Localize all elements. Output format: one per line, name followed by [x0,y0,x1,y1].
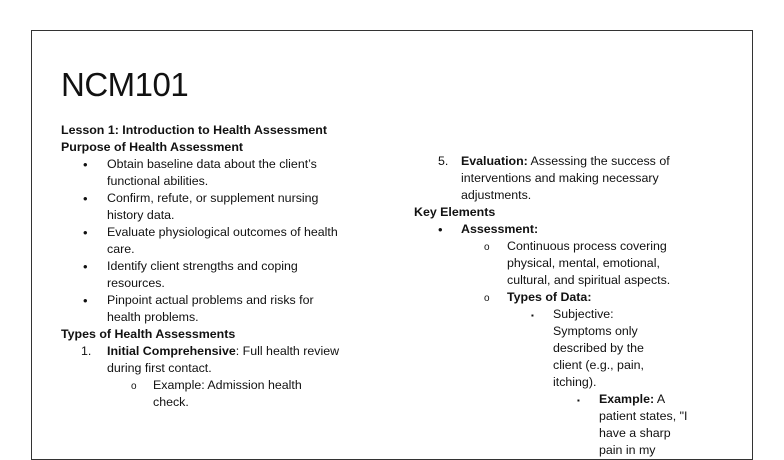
circle-marker: o [131,381,137,392]
bullet-marker: • [83,157,88,172]
purpose-item [61,258,341,292]
example-text: A patient states, "I have a sharp pain in my [599,392,688,457]
right-column [383,122,688,459]
list-number: 1. [81,344,92,358]
purpose-heading: Purpose of Health Assessment [61,140,244,154]
square-marker: ▪ [577,396,580,405]
purpose-item-text: Evaluate physiological outcomes of health care. [107,225,338,256]
key-elements-heading: Key Elements [414,205,496,219]
subjective-item [383,306,673,391]
purpose-item-text: Pinpoint actual problems and risks for health problems. [107,293,314,324]
continuous-item [383,238,673,289]
purpose-item-text: Obtain baseline data about the client’s functional abilities. [107,157,317,188]
square-marker: ▪ [531,311,534,320]
bullet-marker: • [438,222,443,237]
bullet-marker: • [83,293,88,308]
continuous-text: Continuous process covering physical, mental, emotional, cultural, and spiritual aspects. [507,239,671,287]
type-label: Initial Comprehensive [107,344,236,358]
bullet-marker: • [83,225,88,240]
purpose-item [61,224,341,258]
assessment-item [383,221,673,238]
type-item [61,343,341,377]
types-of-data-item [383,289,673,306]
purpose-item [61,190,341,224]
purpose-item [61,156,341,190]
assessment-label: Assessment: [461,222,539,236]
circle-marker: o [484,293,490,304]
example-label: Example: [599,392,655,406]
lesson-heading: Lesson 1: Introduction to Health Assessment [61,123,327,137]
types-heading: Types of Health Assessments [61,327,236,341]
evaluation-label: Evaluation: [461,154,528,168]
bullet-marker: • [83,191,88,206]
example-item [383,391,694,459]
type-text: : Full health review during first contact. [107,344,340,375]
circle-marker: o [484,242,490,253]
purpose-item-text: Identify client strengths and coping resources. [107,259,298,290]
left-column [61,122,341,411]
subjective-text: Subjective: Symptoms only described by the client (e.g., pain, itching). [553,307,644,389]
purpose-item [61,292,341,326]
type-example-text: Example: Admission health check. [153,378,302,409]
list-number: 5. [438,154,449,168]
evaluation-item [383,153,673,204]
evaluation-text: Assessing the success of interventions and making necessary adjustments. [461,154,670,202]
bullet-marker: • [83,259,88,274]
purpose-item-text: Confirm, refute, or supplement nursing history data. [107,191,319,222]
document-title: NCM101 [61,66,189,103]
types-of-data-label: Types of Data: [507,290,592,304]
type-example [61,377,341,411]
